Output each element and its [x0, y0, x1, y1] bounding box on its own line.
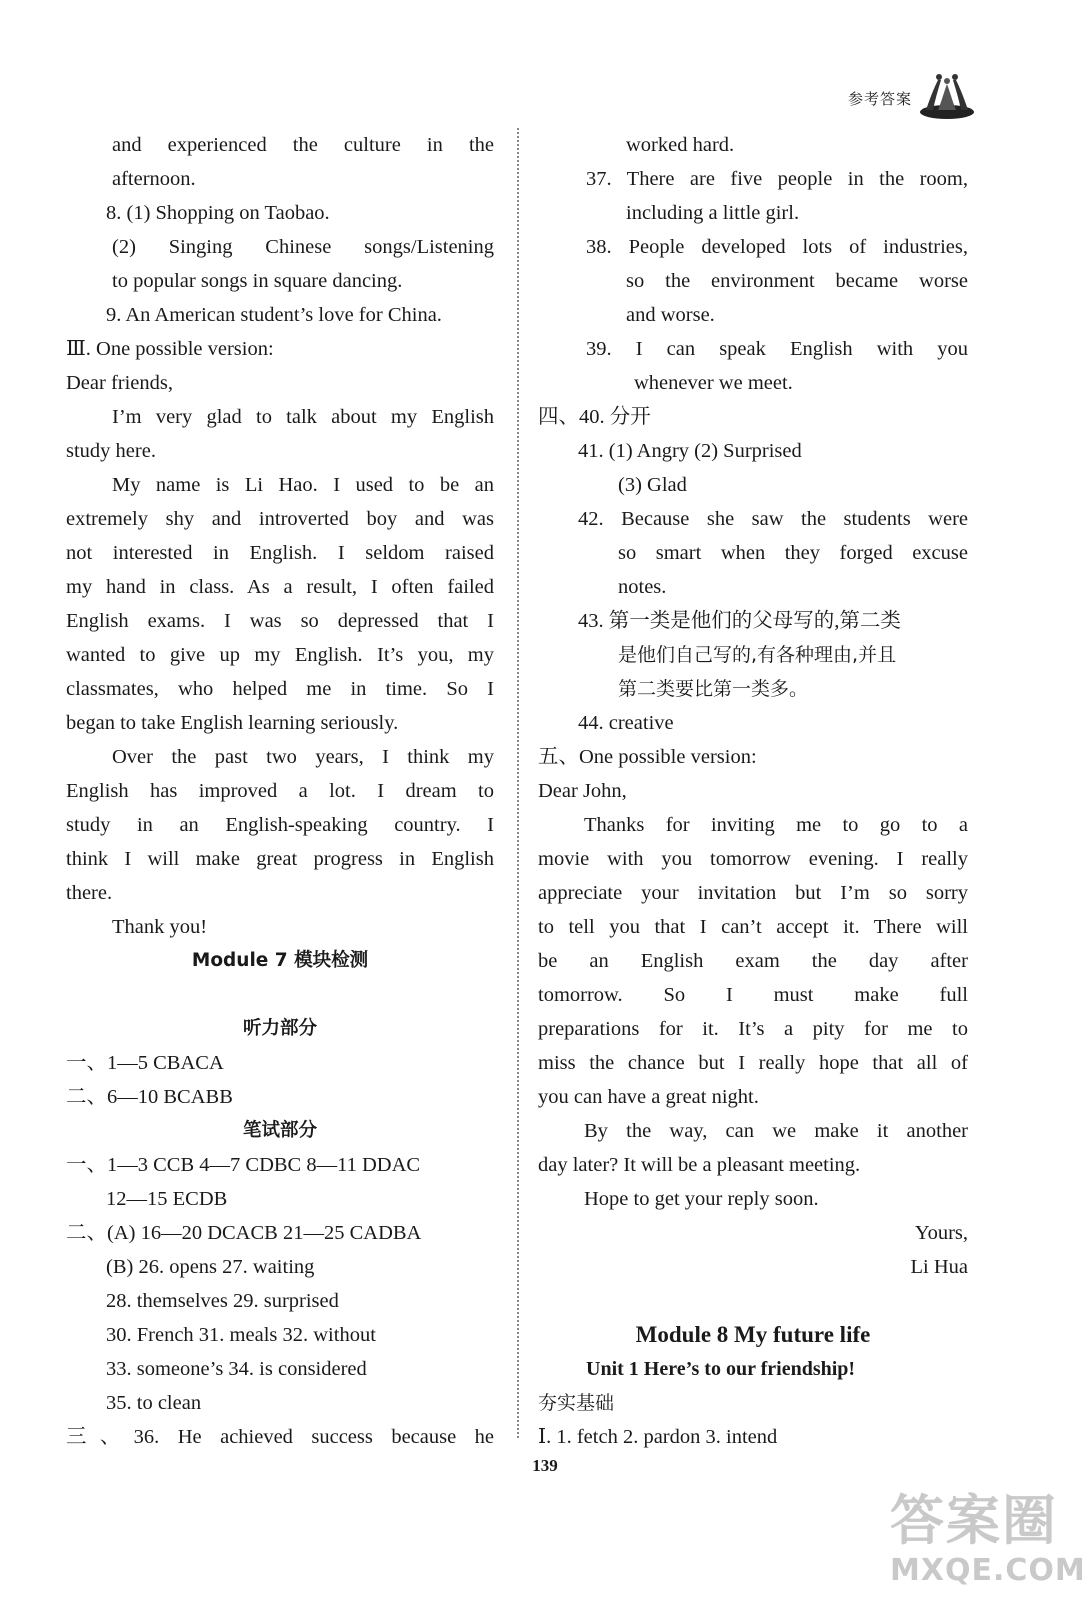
text-line: I’m very glad to talk about my English: [112, 406, 494, 428]
text-line: and worse.: [626, 304, 715, 326]
text-line: 一、1—3 CCB 4—7 CDBC 8—11 DDAC: [66, 1154, 421, 1176]
text-line: 39. I can speak English with you: [586, 338, 968, 360]
text-line: By the way, can we make it another: [584, 1120, 968, 1142]
text-line: began to take English learning seriously.: [66, 712, 399, 734]
text-line: afternoon.: [112, 168, 196, 190]
text-line: 44. creative: [578, 712, 674, 734]
text-line: extremely shy and introverted boy and was: [66, 508, 494, 530]
section-heading: 夯实基础: [538, 1392, 615, 1414]
text-line: 二、(A) 16—20 DCACB 21—25 CADBA: [66, 1222, 422, 1244]
logo-icon: [918, 70, 976, 120]
text-line: 三、36. He achieved success because he: [66, 1426, 494, 1448]
text-line: so smart when they forged excuse: [618, 542, 968, 564]
section-heading: 五、One possible version:: [538, 746, 757, 768]
section-heading: 听力部分: [242, 1018, 317, 1039]
text-line: my hand in class. As a result, I often failed: [66, 576, 494, 598]
text-line: and experienced the culture in the: [112, 134, 494, 156]
text-line: 41. (1) Angry (2) Surprised: [578, 440, 802, 462]
text-line: 9. An American student’s love for China.: [106, 304, 442, 326]
text-line: Ⅰ. 1. fetch 2. pardon 3. intend: [538, 1426, 778, 1448]
module-heading: Module 8 My future life: [635, 1322, 871, 1347]
text-line: English exams. I was so depressed that I: [66, 610, 494, 632]
text-line: 42. Because she saw the students were: [578, 508, 968, 530]
text-line: English has improved a lot. I dream to: [66, 780, 494, 802]
text-line: study here.: [66, 440, 156, 462]
spacer: [66, 978, 494, 1012]
text-line: classmates, who helped me in time. So I: [66, 678, 494, 700]
text-line: not interested in English. I seldom raised: [66, 542, 494, 564]
text-line: Over the past two years, I think my: [112, 746, 494, 768]
text-line: wanted to give up my English. It’s you, my: [66, 644, 494, 666]
text-line: Thank you!: [112, 916, 208, 938]
text-line: (2) Singing Chinese songs/Listening: [112, 236, 494, 258]
text-line: 35. to clean: [106, 1392, 202, 1414]
text-line: 43. 第一类是他们的父母写的,第二类: [578, 610, 901, 632]
spacer: [538, 1284, 968, 1318]
column-divider: [517, 128, 519, 1438]
text-line: you can have a great night.: [538, 1086, 759, 1108]
text-line: 是他们自己写的,有各种理由,并且: [618, 644, 897, 666]
text-line: (3) Glad: [618, 474, 687, 496]
watermark-url: MXQE.COM: [890, 1553, 1086, 1588]
text-line: miss the chance but I really hope that all of: [538, 1052, 968, 1074]
text-line: to popular songs in square dancing.: [112, 270, 403, 292]
text-line: 38. People developed lots of industries,: [586, 236, 968, 258]
header-label: 参考答案: [848, 90, 913, 108]
text-line: worked hard.: [626, 134, 735, 156]
text-line: 四、40. 分开: [538, 406, 651, 428]
text-line: be an English exam the day after: [538, 950, 968, 972]
unit-heading: Unit 1 Here’s to our friendship!: [586, 1358, 856, 1380]
text-line: to tell you that I can’t accept it. There will: [538, 916, 968, 938]
text-line: 37. There are five people in the room,: [586, 168, 968, 190]
text-line: there.: [66, 882, 113, 904]
watermark: [890, 1488, 1086, 1592]
text-line: Hope to get your reply soon.: [584, 1188, 819, 1210]
text-line: tomorrow. So I must make full: [538, 984, 968, 1006]
text-line: including a little girl.: [626, 202, 800, 224]
text-line: whenever we meet.: [634, 372, 793, 394]
text-line: 28. themselves 29. surprised: [106, 1290, 339, 1312]
left-column: [66, 128, 494, 1454]
text-line: 30. French 31. meals 32. without: [106, 1324, 376, 1346]
module-heading: Module 7 模块检测: [191, 950, 369, 971]
section-heading: Ⅲ. One possible version:: [66, 338, 274, 360]
text-line: (B) 26. opens 27. waiting: [106, 1256, 315, 1278]
text-line: 12—15 ECDB: [106, 1188, 228, 1210]
text-line: study in an English-speaking country. I: [66, 814, 494, 836]
text-line: Dear John,: [538, 780, 627, 802]
text-line: so the environment became worse: [626, 270, 968, 292]
text-line: 8. (1) Shopping on Taobao.: [106, 202, 330, 224]
text-line: movie with you tomorrow evening. I really: [538, 848, 968, 870]
text-line: Dear friends,: [66, 372, 174, 394]
text-line: 33. someone’s 34. is considered: [106, 1358, 367, 1380]
text-line: Thanks for inviting me to go to a: [584, 814, 968, 836]
text-line: preparations for it. It’s a pity for me to: [538, 1018, 968, 1040]
text-line: My name is Li Hao. I used to be an: [112, 474, 494, 496]
text-line: appreciate your invitation but I’m so sorry: [538, 882, 968, 904]
text-line: 第二类要比第一类多。: [618, 678, 809, 700]
text-line: notes.: [618, 576, 667, 598]
text-line: think I will make great progress in English: [66, 848, 494, 870]
text-line: day later? It will be a pleasant meeting.: [538, 1154, 861, 1176]
page-number: 139: [532, 1456, 558, 1475]
right-column: [538, 128, 968, 1454]
text-line: Yours,: [914, 1222, 968, 1244]
section-heading: 笔试部分: [242, 1120, 317, 1141]
text-line: 二、6—10 BCABB: [66, 1086, 233, 1108]
text-line: 一、1—5 CBACA: [66, 1052, 224, 1074]
watermark-title: 答案圈: [890, 1489, 1058, 1552]
text-line: Li Hua: [910, 1256, 968, 1278]
